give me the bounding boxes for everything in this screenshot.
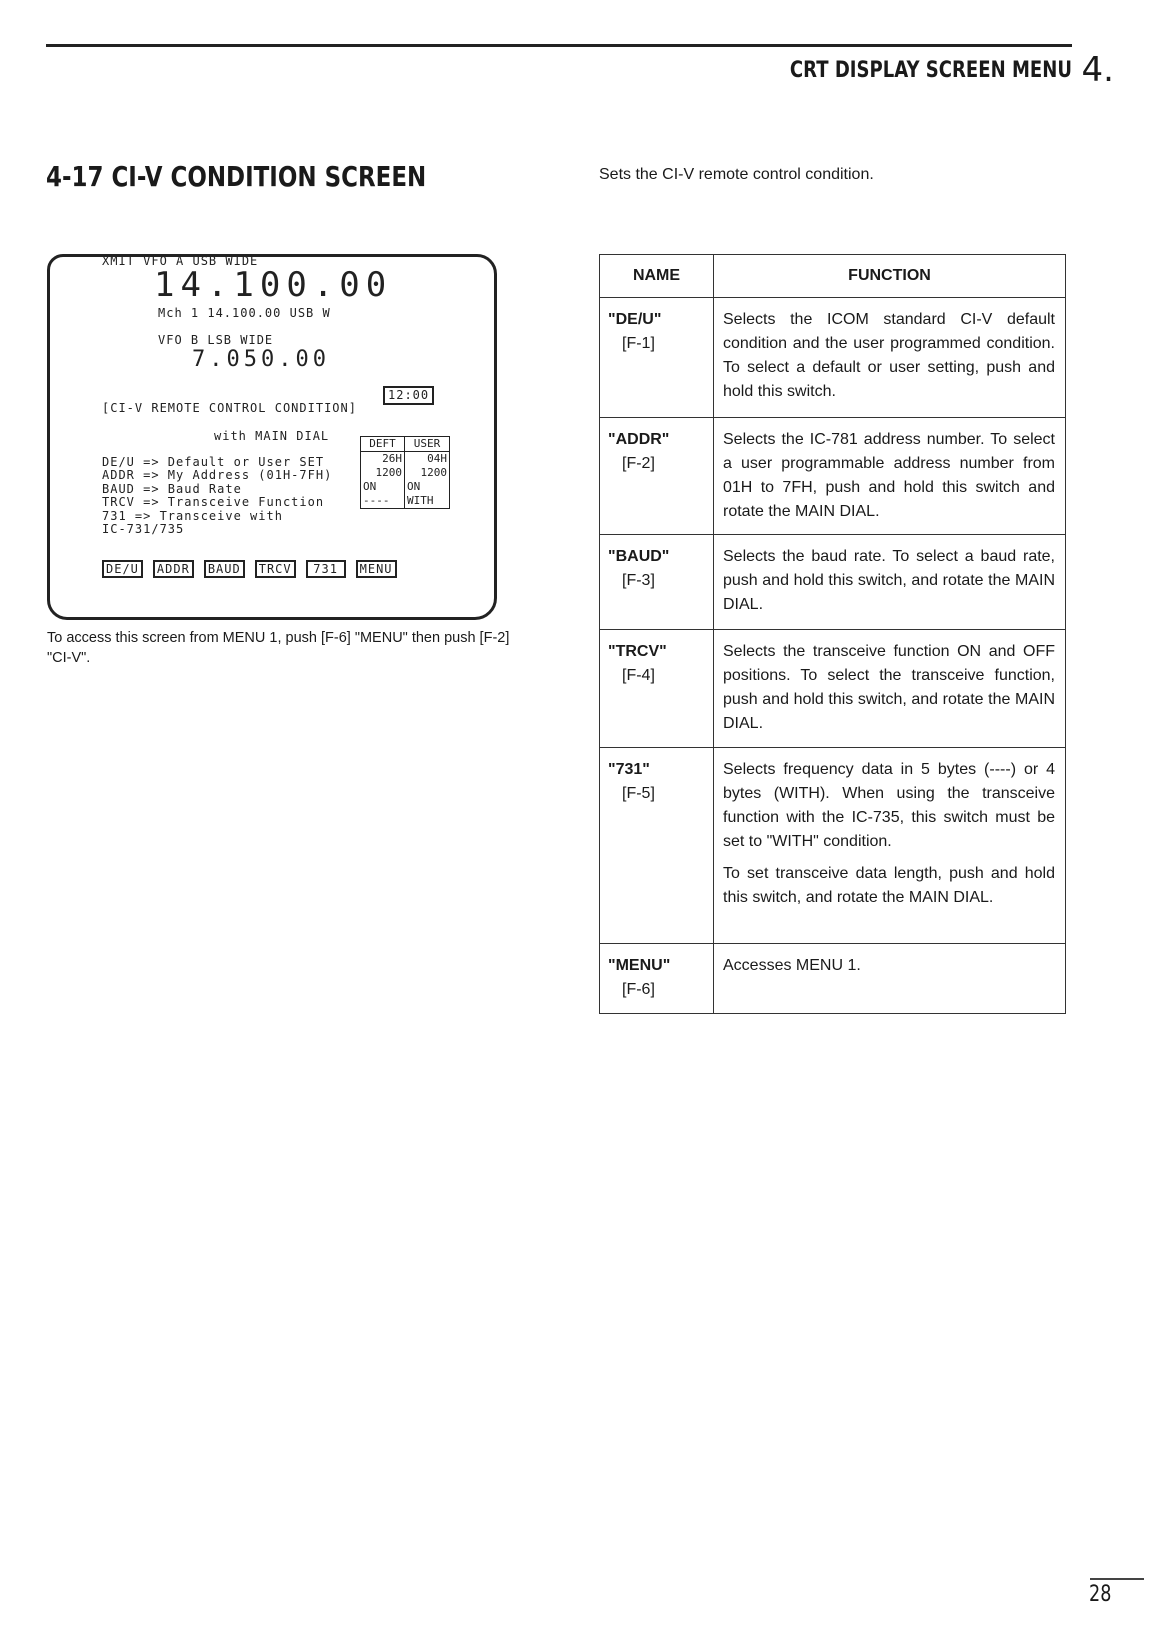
function-text: Selects the ICOM standard CI-V default condition and the user programmed condition. To select a default or user setting, push and hold this switch. <box>723 311 1055 400</box>
switch-name: "MENU" <box>608 957 671 974</box>
fkey-baud: BAUD <box>204 560 245 578</box>
row-function <box>714 298 1066 418</box>
crt-screen-title: [CI-V REMOTE CONTROL CONDITION] <box>102 401 357 415</box>
row-function <box>714 944 1066 1014</box>
header-title: CRT DISPLAY SCREEN MENU <box>789 58 1072 83</box>
switch-key: [F-3] <box>622 572 655 589</box>
function-text: Accesses MENU 1. <box>723 957 861 974</box>
row-name <box>600 630 714 748</box>
switch-key: [F-4] <box>622 667 655 684</box>
row-function <box>714 535 1066 630</box>
switch-name: "DE/U" <box>608 311 662 328</box>
switch-name: "BAUD" <box>608 548 670 565</box>
crt-item: BAUD => Baud Rate <box>102 482 242 496</box>
fkey-731: 731 <box>306 560 346 578</box>
grid-head-user: USER <box>405 437 449 452</box>
switch-name: "TRCV" <box>608 643 667 660</box>
table-row <box>600 298 1066 418</box>
crt-screen-illustration <box>47 254 497 620</box>
row-name <box>600 298 714 418</box>
table-row <box>600 944 1066 1014</box>
crt-memory-line: Mch 1 14.100.00 USB W <box>158 306 331 320</box>
fkey-deu: DE/U <box>102 560 143 578</box>
table-row <box>600 535 1066 630</box>
switch-name: "ADDR" <box>608 431 670 448</box>
crt-item: ADDR => My Address (01H-7FH) <box>102 468 333 482</box>
grid-cell: ---- <box>361 494 405 508</box>
function-text: Selects the baud rate. To select a baud rate, push and hold this switch, and rotate the MAIN DIAL. <box>723 548 1055 613</box>
header-name: NAME <box>600 255 714 298</box>
function-table <box>599 254 1066 1014</box>
section-intro: Sets the CI-V remote control condition. <box>599 166 874 183</box>
header-function: FUNCTION <box>714 255 1066 298</box>
grid-head-deft: DEFT <box>361 437 405 452</box>
function-text: To set transceive data length, push and hold this switch, and rotate the MAIN DIAL. <box>723 865 1055 906</box>
crt-item: 731 => Transceive with <box>102 509 283 523</box>
crt-function-keys <box>102 560 452 578</box>
grid-cell: ON <box>361 480 405 494</box>
crt-value-grid <box>360 436 450 509</box>
page-number-rule <box>1090 1578 1144 1580</box>
switch-key: [F-6] <box>622 981 655 998</box>
crt-clock: 12:00 <box>383 386 434 405</box>
crt-vfob-line: VFO B LSB WIDE <box>158 333 274 347</box>
fkey-trcv: TRCV <box>255 560 296 578</box>
function-text: Selects the transceive function ON and OFF positions. To select the transceive function, push and hold this switch, and rotate the MAIN DIAL. <box>723 643 1055 732</box>
function-text: Selects frequency data in 5 bytes (----) or 4 bytes (WITH). When using the transceive function with the IC-735, this switch must be set to "WITH" condition. <box>723 761 1055 850</box>
table-row <box>600 418 1066 535</box>
switch-name: "731" <box>608 761 650 778</box>
crt-sub-frequency: 7.050.00 <box>192 347 330 372</box>
page-number: 28 <box>1089 1582 1112 1607</box>
crt-main-frequency: 14.100.00 <box>154 265 393 305</box>
crt-item: DE/U => Default or User SET <box>102 455 325 469</box>
row-name <box>600 535 714 630</box>
row-function <box>714 630 1066 748</box>
fkey-addr: ADDR <box>153 560 194 578</box>
row-name <box>600 748 714 944</box>
grid-cell: 26H <box>361 452 405 466</box>
crt-item: TRCV => Transceive Function <box>102 495 325 509</box>
grid-cell: WITH <box>407 494 434 507</box>
section-title: 4-17 CI-V CONDITION SCREEN <box>46 160 427 193</box>
fkey-menu: MENU <box>356 560 397 578</box>
row-name <box>600 944 714 1014</box>
table-row <box>600 748 1066 944</box>
grid-cell: 1200 <box>420 466 447 479</box>
chapter-number: 4. <box>1081 50 1114 90</box>
grid-cell: ON <box>407 480 421 493</box>
table-header-row <box>600 255 1066 298</box>
top-rule <box>46 44 1072 47</box>
crt-status-line: XMIT VFO A USB WIDE <box>102 254 259 268</box>
switch-key: [F-1] <box>622 335 655 352</box>
row-function <box>714 418 1066 535</box>
switch-key: [F-5] <box>622 785 655 802</box>
grid-cell: 1200 <box>361 466 405 480</box>
table-row <box>600 630 1066 748</box>
crt-item: IC-731/735 <box>102 522 185 536</box>
row-name <box>600 418 714 535</box>
screen-access-caption: To access this screen from MENU 1, push [F-6] "MENU" then push [F-2] "CI-V". <box>47 630 510 666</box>
switch-key: [F-2] <box>622 455 655 472</box>
function-text: Selects the IC-781 address number. To select a user programmable address number from 01H to 7FH, push and hold this switch and rotate the MAIN DIAL. <box>723 431 1055 520</box>
grid-cell: 04H <box>427 452 447 465</box>
crt-with-dial: with MAIN DIAL <box>214 429 330 443</box>
row-function <box>714 748 1066 944</box>
